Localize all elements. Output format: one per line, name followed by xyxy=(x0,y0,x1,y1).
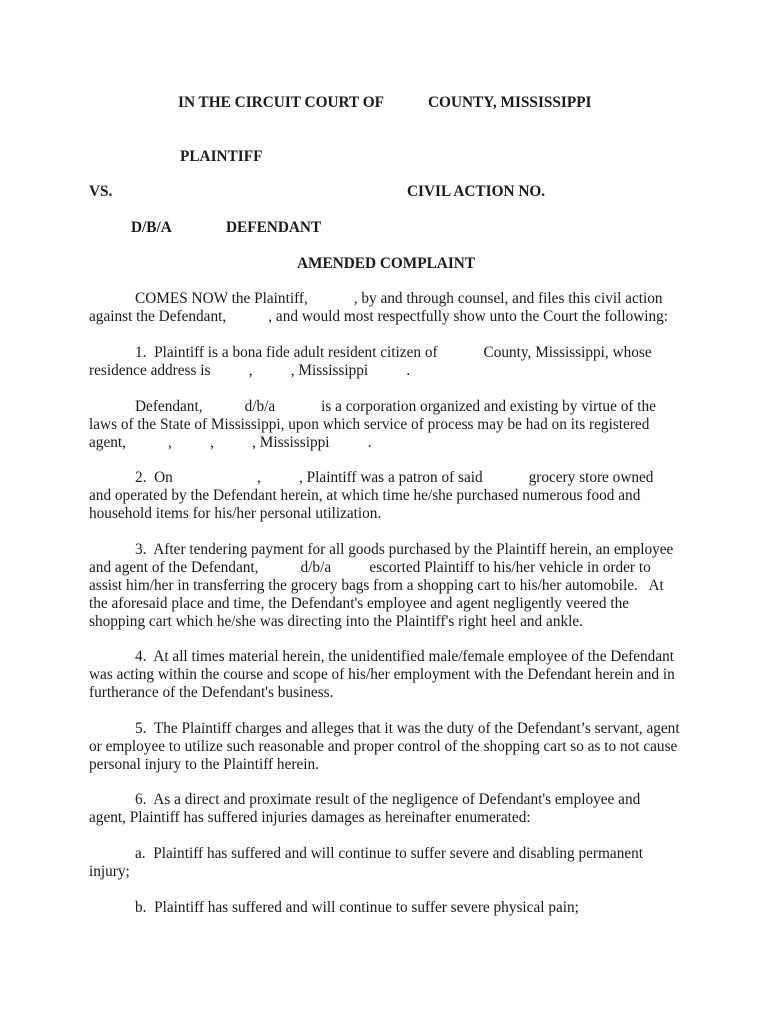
p1b-line-3: agent, , , , Mississippi . xyxy=(89,434,372,451)
intro-line-1: COMES NOW the Plaintiff, , by and through counsel, and files this civil action xyxy=(135,290,663,307)
pa-line-2: injury; xyxy=(89,863,130,880)
p1-line-2: residence address is , , Mississippi . xyxy=(89,362,411,379)
p3-line-1: 3. After tendering payment for all goods purchased by the Plaintiff herein, an employee xyxy=(135,541,674,558)
p5-line-3: personal injury to the Plaintiff herein. xyxy=(89,756,319,773)
p2-line-2: and operated by the Defendant herein, at which time he/she purchased numerous food and xyxy=(89,487,641,504)
p2-line-1: 2. On , , Plaintiff was a patron of said grocery store owned xyxy=(135,469,654,486)
p2-line-3: household items for his/her personal utilization. xyxy=(89,505,382,522)
p6-line-1: 6. As a direct and proximate result of the negligence of Defendant's employee and xyxy=(135,791,641,808)
p5-line-1: 5. The Plaintiff charges and alleges that it was the duty of the Defendant’s servant, agent xyxy=(135,720,680,737)
court-prefix: IN THE CIRCUIT COURT OF xyxy=(178,94,385,111)
p3-line-3: assist him/her in transferring the grocery bags from a shopping cart to his/her automobile. At xyxy=(89,577,664,594)
p5-line-2: or employee to utilize such reasonable and proper control of the shopping cart so as to not cause xyxy=(89,738,678,755)
p3-line-4: the aforesaid place and time, the Defendant's employee and agent negligently veered the xyxy=(89,595,630,612)
document-title: AMENDED COMPLAINT xyxy=(297,255,476,272)
p3-line-2: and agent of the Defendant, d/b/a escorted Plaintiff to his/her vehicle in order to xyxy=(89,559,651,576)
intro-line-2: against the Defendant, , and would most respectfully show unto the Court the following: xyxy=(89,308,669,325)
vs-label: VS. xyxy=(89,183,113,200)
pa-line-1: a. Plaintiff has suffered and will continue to suffer severe and disabling permanent xyxy=(135,845,644,862)
defendant-label: DEFENDANT xyxy=(226,219,322,236)
p3-line-5: shopping cart which he/she was directing into the Plaintiff's right heel and ankle. xyxy=(89,613,583,630)
p4-line-3: furtherance of the Defendant's business. xyxy=(89,684,334,701)
civil-action-label: CIVIL ACTION NO. xyxy=(407,183,546,200)
dba-label: D/B/A xyxy=(131,219,172,236)
p4-line-2: was acting within the course and scope of his/her employment with the Defendant herein and in xyxy=(89,666,675,683)
p4-line-1: 4. At all times material herein, the unidentified male/female employee of the Defendant xyxy=(135,648,675,665)
pb-line-1: b. Plaintiff has suffered and will continue to suffer severe physical pain; xyxy=(135,899,579,916)
p1b-line-2: laws of the State of Mississippi, upon which service of process may be had on its registered xyxy=(89,416,650,433)
p1b-line-1: Defendant, d/b/a is a corporation organized and existing by virtue of the xyxy=(135,398,656,415)
p1-line-1: 1. Plaintiff is a bona fide adult resident citizen of County, Mississippi, whose xyxy=(135,344,652,361)
p6-line-2: agent, Plaintiff has suffered injuries damages as hereinafter enumerated: xyxy=(89,809,531,826)
court-suffix: COUNTY, MISSISSIPPI xyxy=(428,94,592,111)
plaintiff-label: PLAINTIFF xyxy=(180,148,263,165)
